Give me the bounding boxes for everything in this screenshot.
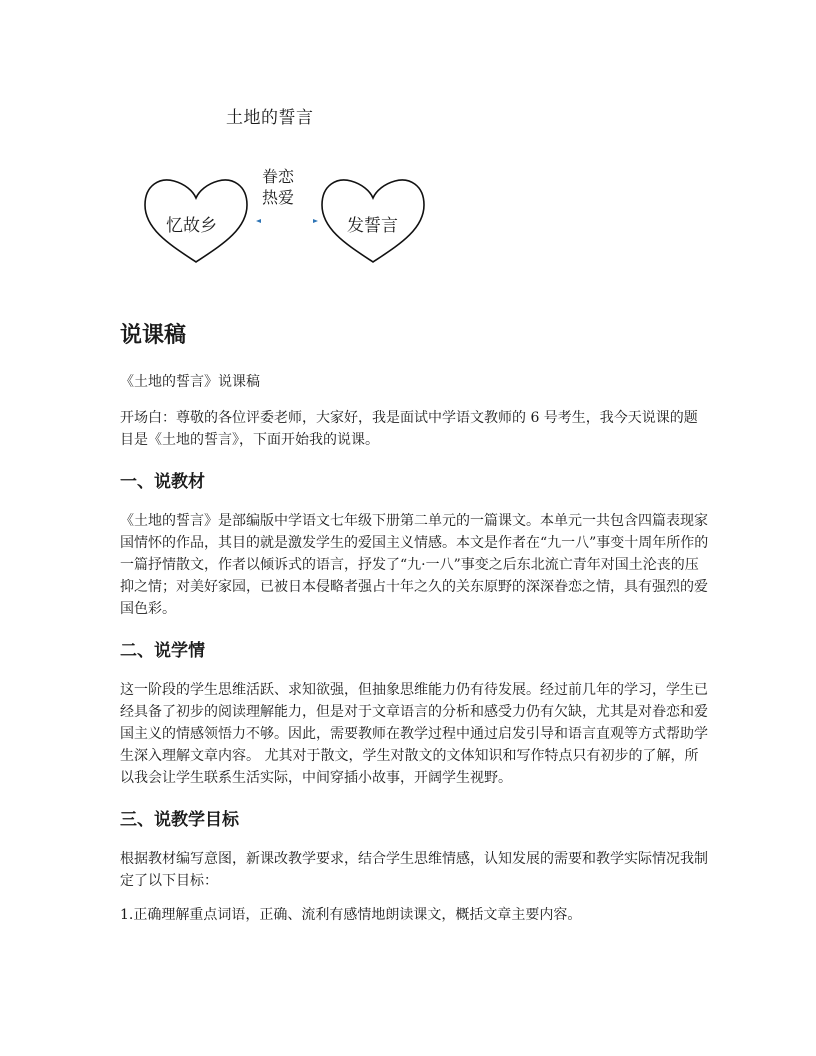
document-subtitle: 《土地的誓言》说课稿 — [120, 374, 260, 390]
document-body — [120, 318, 710, 938]
heart-diagram-graphic — [0, 0, 816, 300]
middle-label-2: 热爱 — [262, 188, 295, 207]
section-textbook-paragraph: 《土地的誓言》是部编版中学语文七年级下册第二单元的一篇课文。本单元一共包含四篇表现家国情怀的作品，其目的就是激发学生的爱国主义情感。本文是作者在“九一八”事变十周年所作的一篇抒情散文，作者以倾诉式的语言，抒发了“九·一八”事变之后东北流亡青年对国土沦丧的压抑之情；对美好家园，已被日本侵略者强占十年之久的关东原野的深深眷恋之情，具有强烈的爱国色彩。 — [120, 513, 709, 617]
goal-item-1: 1.正确理解重点词语，正确、流利有感情地朗读课文，概括文章主要内容。 — [120, 907, 582, 923]
section-heading-textbook: 一、说教材 — [120, 472, 205, 492]
section-heading-students: 二、说学情 — [120, 641, 205, 661]
intro-paragraph: 开场白：尊敬的各位评委老师，大家好，我是面试中学语文教师的 6 号考生，我今天说课的题目是《土地的誓言》，下面开始我的说课。 — [120, 410, 698, 448]
left-arrow-icon — [256, 219, 261, 223]
section-goals-paragraph: 根据教材编写意图，新课改教学要求，结合学生思维情感，认知发展的需要和教学实际情况我制定了以下目标： — [120, 851, 708, 889]
section-heading-goals: 三、说教学目标 — [120, 810, 239, 830]
left-heart-label: 忆故乡 — [166, 216, 217, 236]
right-heart-label: 发誓言 — [347, 216, 398, 236]
right-arrow-icon — [313, 219, 318, 223]
concept-diagram — [0, 0, 816, 300]
diagram-title: 土地的誓言 — [226, 108, 314, 128]
document-title: 说课稿 — [120, 323, 187, 348]
middle-label-1: 眷恋 — [262, 167, 295, 186]
section-students-paragraph: 这一阶段的学生思维活跃、求知欲强，但抽象思维能力仍有待发展。经过前几年的学习，学生已经具备了初步的阅读理解能力，但是对于文章语言的分析和感受力仍有欠缺，尤其是对眷恋和爱国主义的情感领悟力不够。因此，需要教师在教学过程中通过启发引导和语言直观等方式帮助学生深入理解文章内容。 尤其对于散文，学生对散文的文体知识和写作特点只有初步的了解，所以我会让学生联系生活实际，中间穿插小故事，开阔学生视野。 — [120, 682, 708, 786]
